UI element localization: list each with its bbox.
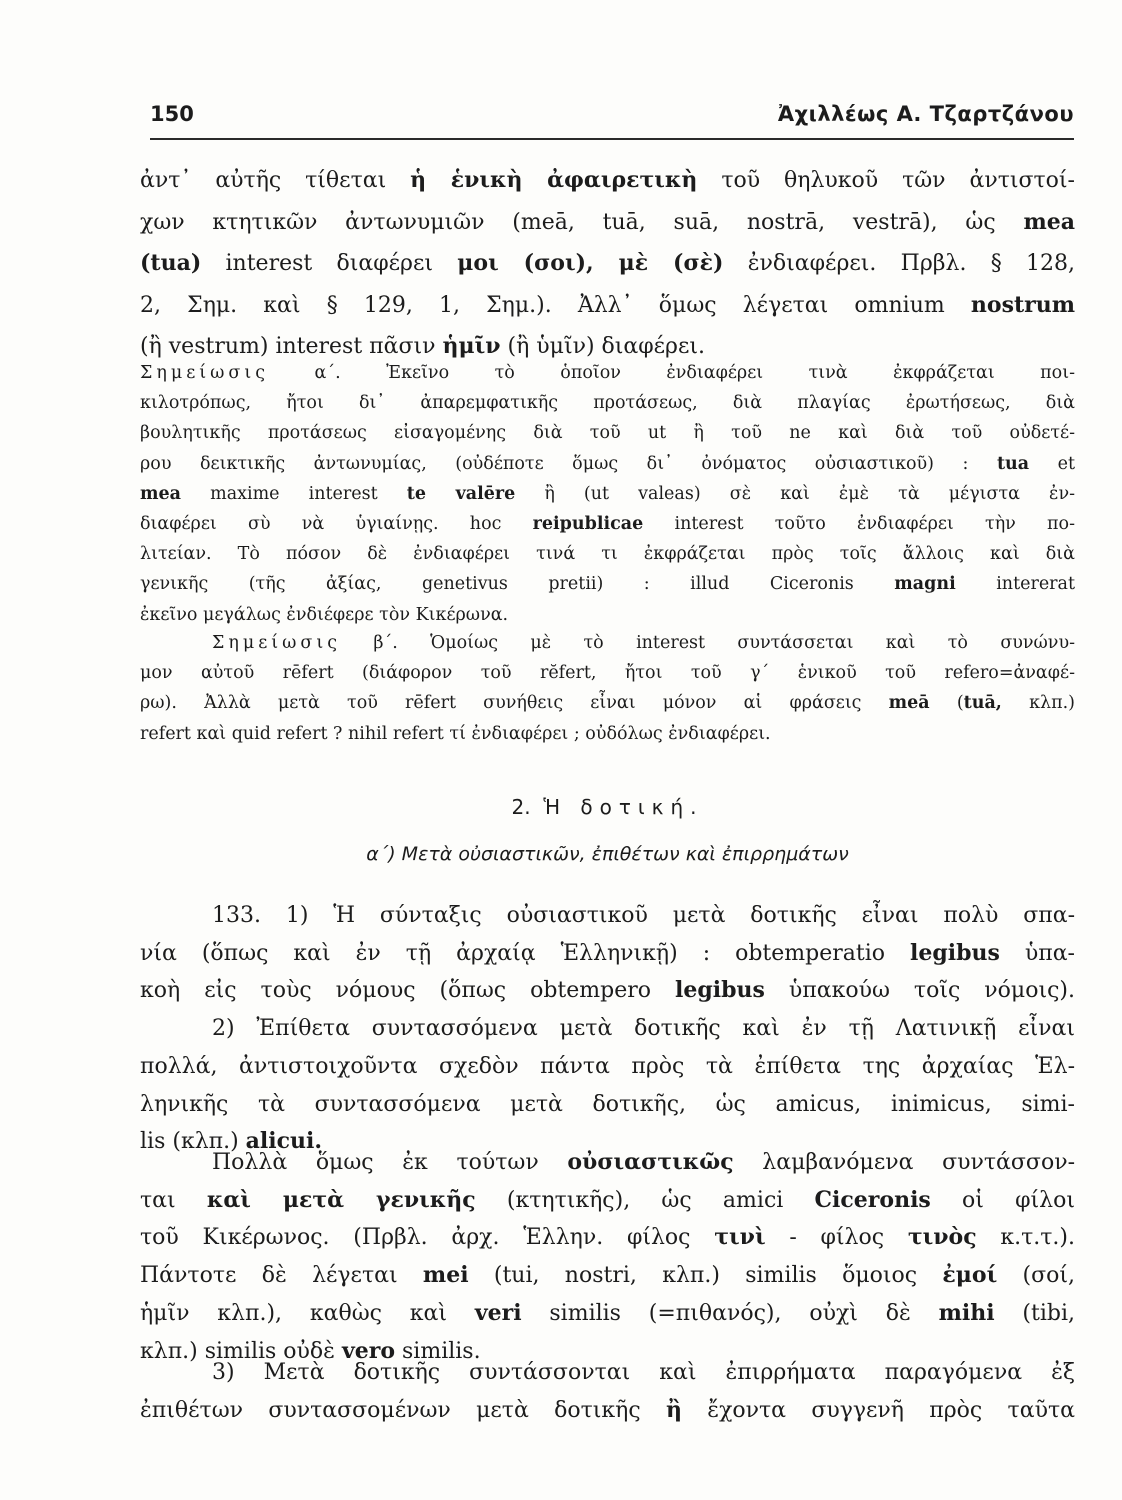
note-label: Σημείωσις	[212, 633, 342, 653]
text-line: ἐκεῖνο μεγάλως ἐνδιέφερε τὸν Κικέρωνα.	[140, 604, 509, 625]
text-line: λιτείαν. Τὸ πόσον δὲ ἐνδιαφέρει τινά τι ἐκφράζεται πρὸς τοῖς ἄλλοις καὶ διὰ	[140, 544, 1075, 565]
text-line: νία (ὅπως καὶ ἐν τῇ ἀρχαίᾳ Ἑλληνικῇ) : obtemperatio legibus ὑπα-	[140, 939, 1075, 966]
text-line: lis (κλπ.) alicui.	[140, 1128, 323, 1155]
text-line: γενικῆς (τῆς ἀξίας, genetivus pretii) : illud Ciceronis magni intererat	[140, 574, 1075, 595]
page-header	[150, 98, 1074, 140]
text-line: 2) Ἐπίθετα συντασσόμενα μετὰ δοτικῆς καὶ ἐν τῇ Λατινικῇ εἶναι	[212, 1016, 1075, 1042]
text-line: διαφέρει σὺ νὰ ὑγιαίνῃς. hoc reipublicae interest τοῦτο ἐνδιαφέρει τὴν πο-	[140, 514, 1075, 535]
section-heading: 2. Ἡ δοτική.	[511, 795, 704, 819]
text-line: ἡμῖν κλπ.), καθὼς καὶ veri similis (=πιθανός), οὐχὶ δὲ mihi (tibi,	[140, 1299, 1075, 1326]
text-line: κλπ.) similis οὐδὲ vero similis.	[140, 1337, 481, 1364]
text-line: πολλά, ἀντιστοιχοῦντα σχεδὸν πάντα πρὸς τὰ ἐπίθετα της ἀρχαίας Ἑλ-	[140, 1053, 1075, 1079]
section-subheading: α΄) Μετὰ οὐσιαστικῶν, ἐπιθέτων καὶ ἐπιρρημάτων	[366, 843, 849, 865]
note-beta	[140, 628, 1075, 749]
text-line: κοὴ εἰς τοὺς νόμους (ὅπως obtempero legibus ὑπακούω τοῖς νόμοις).	[140, 977, 1075, 1004]
text-line: ρου δεικτικῆς ἀντωνυμίας, (οὐδέποτε ὅμως δι᾽ ὀνόματος οὐσιαστικοῦ) : tua et	[140, 453, 1075, 474]
text-line: 2, Σημ. καὶ § 129, 1, Σημ.). Ἀλλ᾽ ὅμως λέγεται omnium nostrum	[140, 291, 1075, 318]
running-title: Ἀχιλλέως Α. Τζαρτζάνου	[777, 102, 1074, 126]
text-line: κιλοτρόπως, ἤτοι δι᾽ ἀπαρεμφατικῆς προτάσεως, διὰ πλαγίας ἐρωτήσεως, διὰ	[140, 393, 1075, 414]
text-line: 133. 1) Ἡ σύνταξις οὐσιαστικοῦ μετὰ δοτικῆς εἶναι πολὺ σπα-	[212, 903, 1075, 928]
text-line: refert καὶ quid refert ? nihil refert τί ἐνδιαφέρει ; οὐδόλως ἐνδιαφέρει.	[140, 723, 771, 744]
text-line: Σημείωσις β΄. Ὁμοίως μὲ τὸ interest συντάσσεται καὶ τὸ συνώνυ-	[212, 633, 1075, 653]
text-line: ρω). Ἀλλὰ μετὰ τοῦ rēfert συνήθεις εἶναι μόνον αἱ φράσεις meā (tuā, κλπ.)	[140, 693, 1075, 714]
text-line: (tua) interest διαφέρει μοι (σοι), μὲ (σὲ) ἐνδιαφέρει. Πρβλ. § 128,	[140, 250, 1075, 276]
paragraph-polla	[140, 1144, 1075, 1370]
note-alpha	[140, 358, 1075, 630]
text-line: ἐπιθέτων συντασσομένων μετὰ δοτικῆς ἢ ἔχοντα συγγενῆ πρὸς ταῦτα	[140, 1396, 1075, 1423]
text-line: ται καὶ μετὰ γενικῆς (κτητικῆς), ὡς amici Ciceronis οἱ φίλοι	[140, 1186, 1075, 1213]
text-line: 3) Μετὰ δοτικῆς συντάσσονται καὶ ἐπιρρήματα παραγόμενα ἐξ	[212, 1360, 1075, 1385]
note-label: Σημείωσις	[140, 363, 270, 383]
text-line: Πολλὰ ὅμως ἐκ τούτων οὐσιαστικῶς λαμβανόμενα συντάσσον-	[212, 1149, 1075, 1175]
text-line: μον αὐτοῦ rēfert (διάφορον τοῦ rĕfert, ἤτοι τοῦ γ΄ ἑνικοῦ τοῦ refero=ἀναφέ-	[140, 663, 1075, 684]
text-line: Σημείωσις α΄. Ἐκεῖνο τὸ ὁποῖον ἐνδιαφέρει τινὰ ἐκφράζεται ποι-	[140, 363, 1075, 383]
paragraph-133	[140, 897, 1075, 1161]
text-line: χων κτητικῶν ἀντωνυμιῶν (meā, tuā, suā, nostrā, vestrā), ὡς mea	[140, 208, 1075, 235]
text-line: ληνικῆς τὰ συντασσόμενα μετὰ δοτικῆς, ὡς amicus, inimicus, simi-	[140, 1091, 1075, 1117]
text-line: βουλητικῆς προτάσεως εἰσαγομένης διὰ τοῦ ut ἢ τοῦ ne καὶ διὰ τοῦ οὐδετέ-	[140, 423, 1075, 444]
paragraph-intro	[140, 160, 1075, 368]
page-number: 150	[150, 102, 194, 126]
text-line: Πάντοτε δὲ λέγεται mei (tui, nostri, κλπ.) similis ὅμοιος ἐμοί (σοί,	[140, 1262, 1075, 1289]
text-line: ἀντ᾽ αὐτῆς τίθεται ἡ ἑνικὴ ἀφαιρετικὴ τοῦ θηλυκοῦ τῶν ἀντιστοί-	[140, 167, 1075, 193]
text-line: τοῦ Κικέρωνος. (Πρβλ. ἀρχ. Ἑλλην. φίλος τινὶ - φίλος τινὸς κ.τ.τ.).	[140, 1224, 1075, 1251]
paragraph-3	[140, 1354, 1075, 1429]
text-line: mea maxime interest te valēre ἢ (ut valeas) σὲ καὶ ἐμὲ τὰ μέγιστα ἐν-	[140, 483, 1075, 504]
text-line: (ἢ vestrum) interest πᾶσιν ἡμῖν (ἢ ὑμῖν) διαφέρει.	[140, 333, 706, 359]
